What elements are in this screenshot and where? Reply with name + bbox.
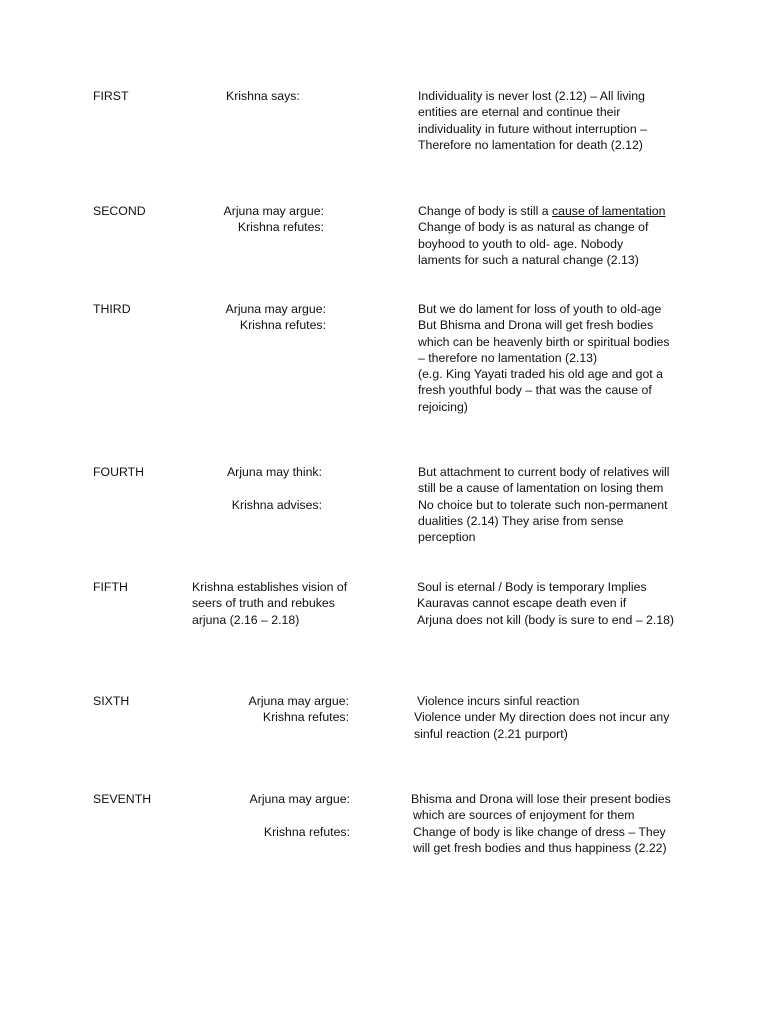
speaker-line: Arjuna may argue:	[249, 792, 350, 806]
section-speaker	[144, 203, 324, 236]
content-line: sinful reaction (2.21 purport)	[414, 726, 568, 741]
content-line: dualities (2.14) They arise from sense	[418, 513, 624, 528]
section-speaker	[170, 791, 350, 840]
speaker-line	[142, 480, 322, 496]
section-number: SIXTH	[93, 694, 130, 708]
speaker-line: arjuna (2.16 – 2.18)	[192, 612, 300, 627]
content-line: But attachment to current body of relatives will	[418, 465, 670, 479]
content-line: still be a cause of lamentation on losing them	[418, 481, 664, 496]
speaker-line	[170, 807, 350, 823]
content-line: rejoicing)	[418, 399, 468, 414]
speaker-line: Arjuna may argue:	[225, 302, 326, 316]
speaker-line: Krishna refutes:	[237, 220, 324, 235]
content-line: Change of body is as natural as change of	[418, 220, 649, 235]
section-content	[417, 579, 717, 628]
content-line: entities are eternal and continue their	[418, 105, 621, 120]
section-number: FOURTH	[93, 465, 145, 479]
content-line: Soul is eternal / Body is temporary Implies	[417, 580, 647, 594]
content-line: Violence incurs sinful reaction	[417, 694, 580, 708]
section-speaker	[146, 301, 326, 334]
speaker-line: Krishna refutes:	[239, 318, 326, 333]
section-speaker	[142, 464, 322, 513]
content-line: Therefore no lamentation for death (2.12)	[418, 137, 643, 152]
content-line: But Bhisma and Drona will get fresh bodies	[418, 318, 654, 333]
content-line: individuality in future without interruption –	[418, 121, 647, 136]
content-line: Individuality is never lost (2.12) – All living	[418, 89, 645, 103]
section-content	[418, 464, 718, 545]
section-speaker	[192, 579, 392, 628]
content-line: Arjuna does not kill (body is sure to end – 2.18)	[417, 612, 675, 627]
underlined-text: cause of lamentation	[551, 204, 666, 218]
section-number: THIRD	[93, 302, 131, 316]
content-text: Change of body is still a	[418, 204, 552, 218]
speaker-line: Krishna refutes:	[262, 710, 349, 725]
section-number: SEVENTH	[93, 792, 152, 806]
speaker-line: Krishna advises:	[231, 497, 322, 512]
speaker-line: Krishna refutes:	[263, 824, 350, 839]
content-line: (e.g. King Yayati traded his old age and got a	[418, 367, 663, 382]
content-line: laments for such a natural change (2.13)	[418, 252, 639, 267]
section-content	[418, 203, 718, 268]
content-line: Kauravas cannot escape death even if	[417, 596, 627, 611]
content-line: which can be heavenly birth or spiritual bodies	[418, 334, 670, 349]
speaker-line: seers of truth and rebukes	[192, 596, 335, 611]
section-content	[411, 791, 711, 856]
speaker-line: Krishna establishes vision of	[192, 580, 348, 594]
section-number: FIFTH	[93, 580, 128, 594]
content-line: fresh youthful body – that was the cause of	[418, 383, 652, 398]
section-content	[414, 693, 714, 742]
content-line: boyhood to youth to old- age. Nobody	[418, 236, 624, 251]
section-speaker	[226, 88, 406, 104]
content-line: which are sources of enjoyment for them	[413, 808, 635, 823]
speaker-line: Arjuna may think:	[226, 465, 322, 479]
section-content	[418, 88, 718, 153]
content-line: will get fresh bodies and thus happiness (2.22)	[413, 840, 667, 855]
section-number: FIRST	[93, 89, 129, 103]
content-line: – therefore no lamentation (2.13)	[418, 350, 598, 365]
content-line	[418, 203, 718, 219]
speaker-line: Arjuna may argue:	[223, 204, 324, 218]
content-line: Change of body is like change of dress – They	[413, 824, 666, 839]
section-number: SECOND	[93, 204, 146, 218]
section-speaker	[169, 693, 349, 726]
speaker-line: Arjuna may argue:	[248, 694, 349, 708]
content-line: Violence under My direction does not incur any	[414, 710, 670, 725]
content-line: perception	[418, 530, 476, 545]
content-line: But we do lament for loss of youth to old-age	[418, 302, 662, 316]
speaker-line: Krishna says:	[226, 89, 300, 103]
section-content	[418, 301, 718, 415]
content-line: No choice but to tolerate such non-permanent	[418, 497, 668, 512]
content-line: Bhisma and Drona will lose their present bodies	[411, 792, 671, 806]
